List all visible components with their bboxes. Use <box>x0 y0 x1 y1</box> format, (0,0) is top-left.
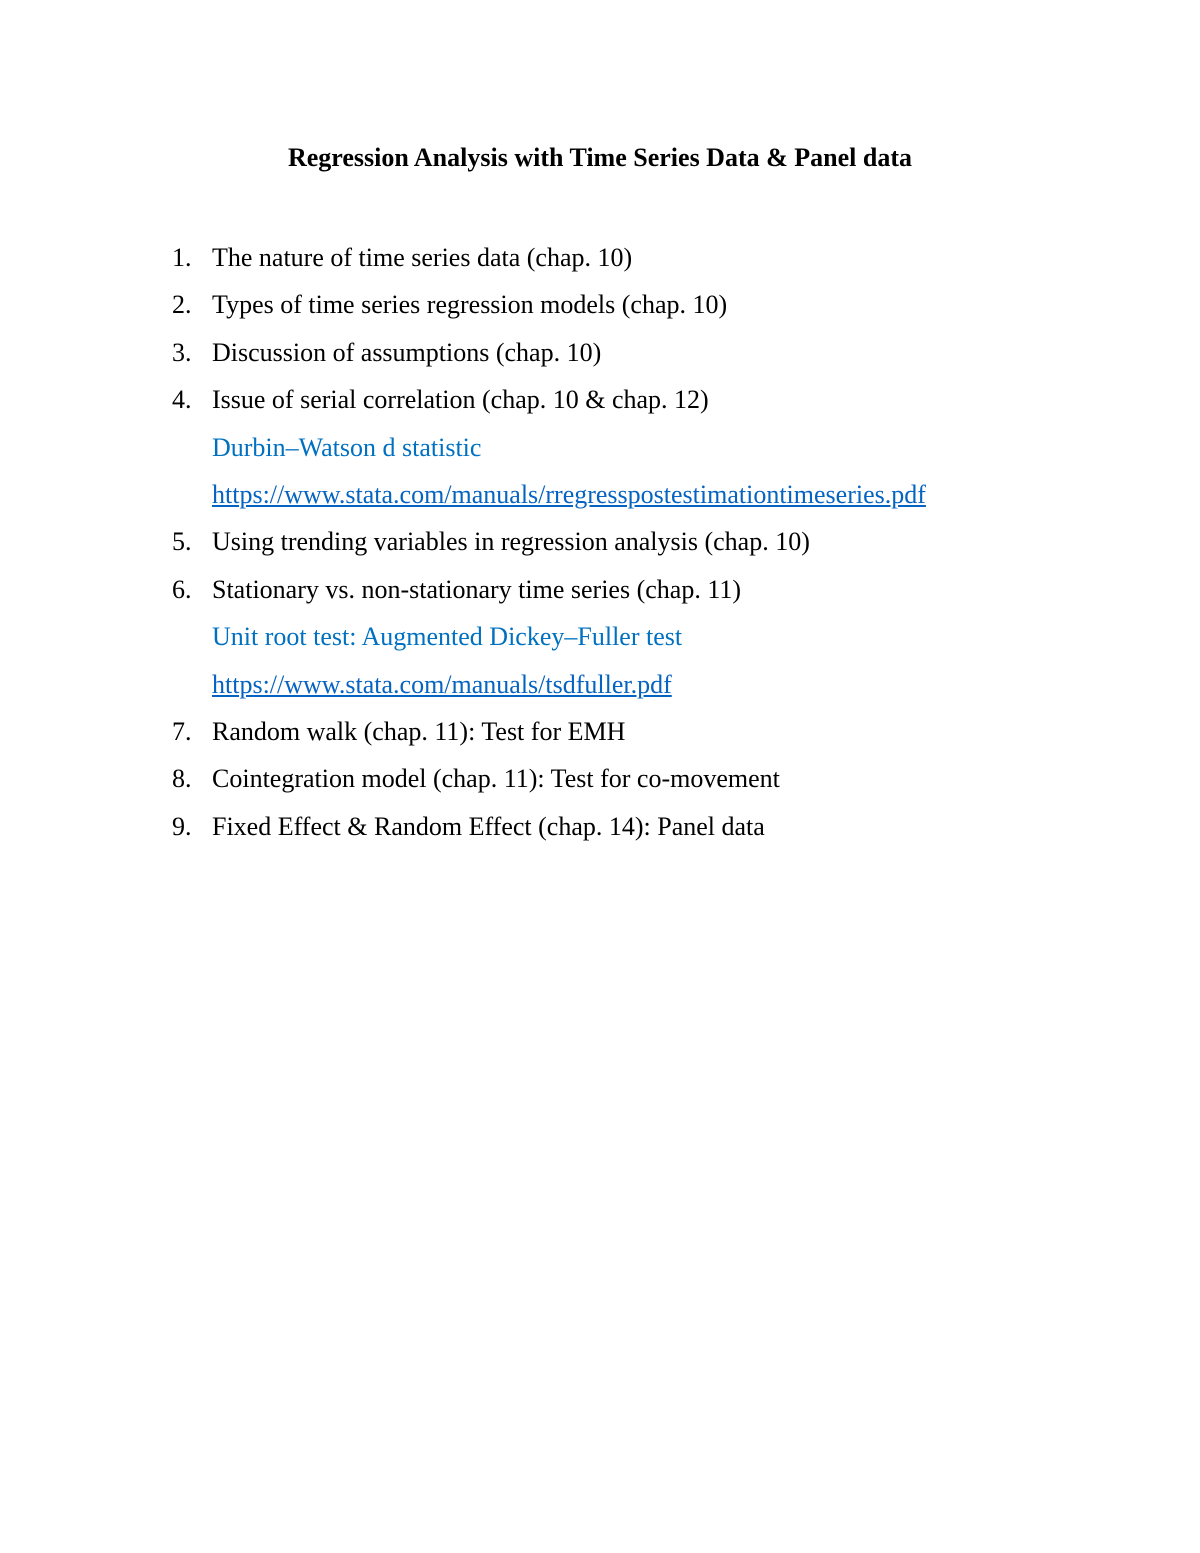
list-item-number: 6. <box>172 575 192 604</box>
list-item-number: 3. <box>172 338 192 367</box>
list-item-number: 1. <box>172 243 192 272</box>
list-item-text: The nature of time series data (chap. 10) <box>212 243 633 272</box>
list-item-number: 7. <box>172 717 192 746</box>
list-item-text: Random walk (chap. 11): Test for EMH <box>212 717 626 746</box>
document-title: Regression Analysis with Time Series Data & Panel data <box>287 143 912 172</box>
list-item-number: 4. <box>172 385 192 414</box>
list-item-text: Types of time series regression models (chap. 10) <box>212 290 728 319</box>
dickey-fuller-link[interactable]: https://www.stata.com/manuals/tsdfuller.pdf <box>212 670 672 699</box>
list-item-number: 8. <box>172 764 192 793</box>
list-item-text: Issue of serial correlation (chap. 10 & chap. 12) <box>212 385 709 414</box>
unit-root-note: Unit root test: Augmented Dickey–Fuller test <box>212 622 683 651</box>
list-item-number: 9. <box>172 812 192 841</box>
list-item-text: Cointegration model (chap. 11): Test for co-movement <box>212 764 780 793</box>
list-item-text: Discussion of assumptions (chap. 10) <box>212 338 602 367</box>
list-item-text: Stationary vs. non-stationary time series (chap. 11) <box>212 575 742 604</box>
list-item-text: Fixed Effect & Random Effect (chap. 14): Panel data <box>212 812 765 841</box>
list-item-text: Using trending variables in regression analysis (chap. 10) <box>212 527 810 556</box>
durbin-watson-link[interactable]: https://www.stata.com/manuals/rregresspostestimationtimeseries.pdf <box>212 480 926 509</box>
durbin-watson-note: Durbin–Watson d statistic <box>212 433 482 462</box>
list-item-number: 2. <box>172 290 192 319</box>
list-item-number: 5. <box>172 527 192 556</box>
